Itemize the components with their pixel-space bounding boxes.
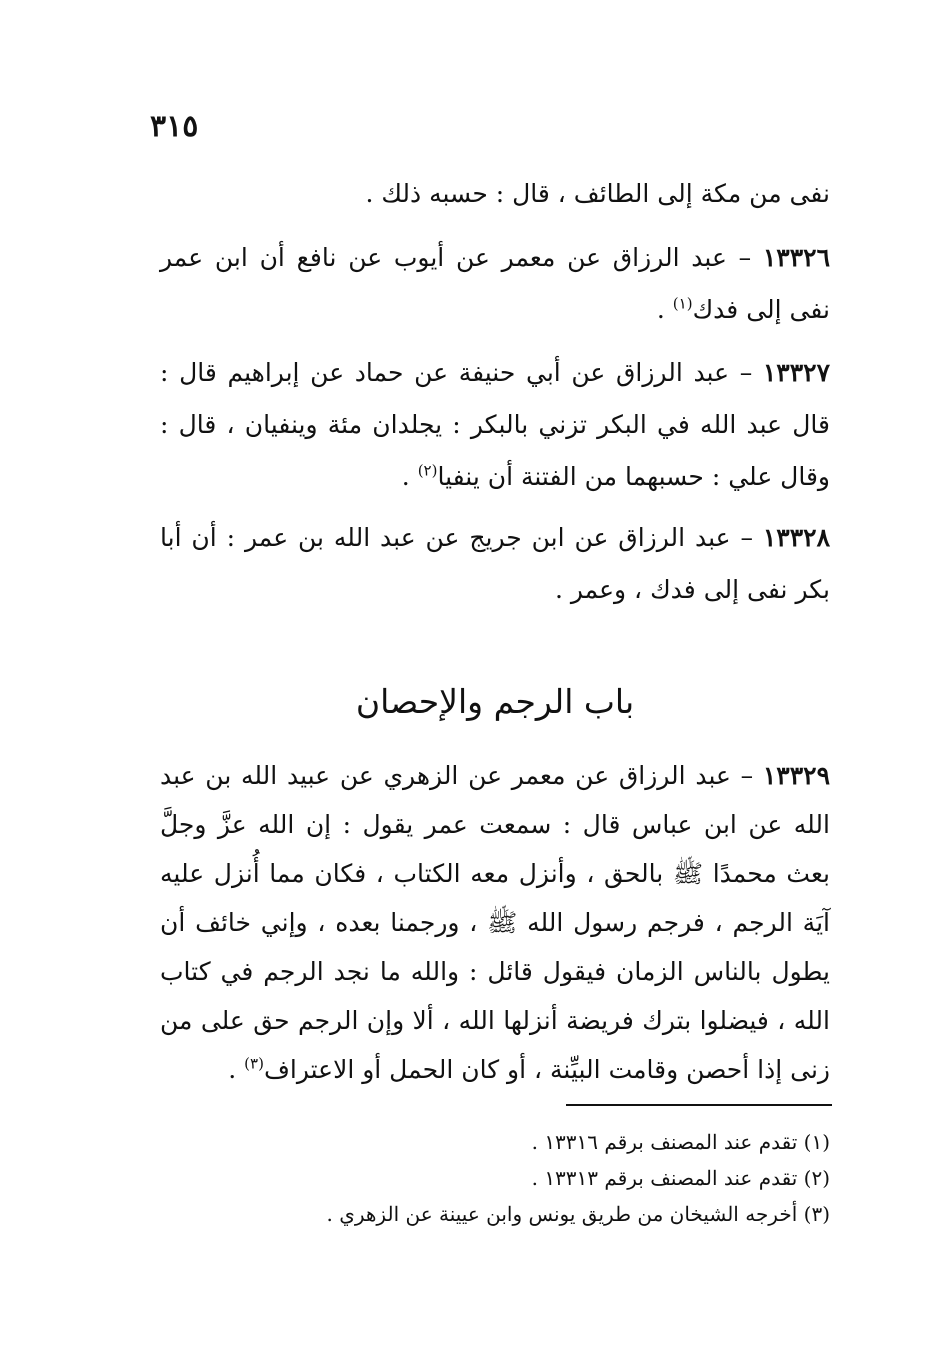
hadith-text: – عبد الرزاق عن معمر عن الزهري عن عبيد الله بن عبد الله عن ابن عباس قال : سمعت عمر يقول : إن الله عزَّ وجلَّ بعث محمدًا ﷺ بالحق ، وأنزل معه الكتاب ، فكان مما أُنزل عليه آيَة الرجم ، فرجم رسول الله ﷺ ، ورجمنا بعده ، وإني خائف أن يطول بالناس الزمان فيقول قائل : والله ما نجد الرجم في كتاب الله ، فيضلوا بترك فريضة أنزلها الله ، ألا وإن الرجم حق على من زنى إذا أحصن وقامت البيِّنة ، أو كان الحمل أو الاعتراف (160, 761, 830, 1084)
hadith-number: ١٣٣٢٩ (762, 761, 830, 790)
hadith-number: ١٣٣٢٧ (762, 358, 830, 387)
hadith-tail: . (228, 1055, 245, 1084)
hadith-number: ١٣٣٢٨ (762, 523, 830, 552)
footnote-marker: (١) (803, 1130, 830, 1154)
footnote-divider (566, 1104, 832, 1106)
footnotes (160, 1124, 830, 1232)
hadith-entry (160, 751, 830, 1094)
hadith-text: – عبد الرزاق عن معمر عن أيوب عن نافع أن ابن عمر نفى إلى فدك (160, 243, 830, 324)
footnote-ref: (٢) (417, 461, 438, 480)
footnote-item (160, 1124, 830, 1160)
hadith-tail: . (656, 295, 673, 324)
footnote-item (160, 1160, 830, 1196)
hadith-number: ١٣٣٢٦ (762, 243, 830, 272)
footnote-text: تقدم عند المصنف برقم ١٣٣١٦ . (531, 1130, 804, 1154)
footnote-text: تقدم عند المصنف برقم ١٣٣١٣ . (531, 1166, 804, 1190)
page-number: ٣١٥ (150, 109, 199, 144)
footnote-marker: (٣) (803, 1202, 830, 1226)
paragraph-text: نفى من مكة إلى الطائف ، قال : حسبه ذلك . (365, 179, 830, 208)
hadith-text: – عبد الرزاق عن أبي حنيفة عن حماد عن إبراهيم قال : قال عبد الله في البكر تزني بالبكر : يجلدان مئة وينفيان ، قال : وقال علي : حسبهما من الفتنة أن ينفيا (160, 358, 830, 491)
hadith-entry (160, 232, 830, 336)
hadith-entry (160, 512, 830, 616)
footnote-item (160, 1196, 830, 1232)
hadith-entry (160, 347, 830, 503)
hadith-tail: . (401, 462, 418, 491)
chapter-title: باب الرجم والإحصان (355, 682, 635, 721)
hadith-text: – عبد الرزاق عن ابن جريج عن عبد الله بن عمر : أن أبا بكر نفى إلى فدك ، وعمر . (160, 523, 830, 604)
paragraph-continuation (160, 168, 830, 220)
footnote-ref: (٣) (244, 1054, 264, 1073)
footnote-text: أخرجه الشيخان من طريق يونس وابن عيينة عن الزهري . (326, 1202, 804, 1226)
footnote-ref: (١) (672, 294, 693, 313)
footnote-marker: (٢) (803, 1166, 830, 1190)
